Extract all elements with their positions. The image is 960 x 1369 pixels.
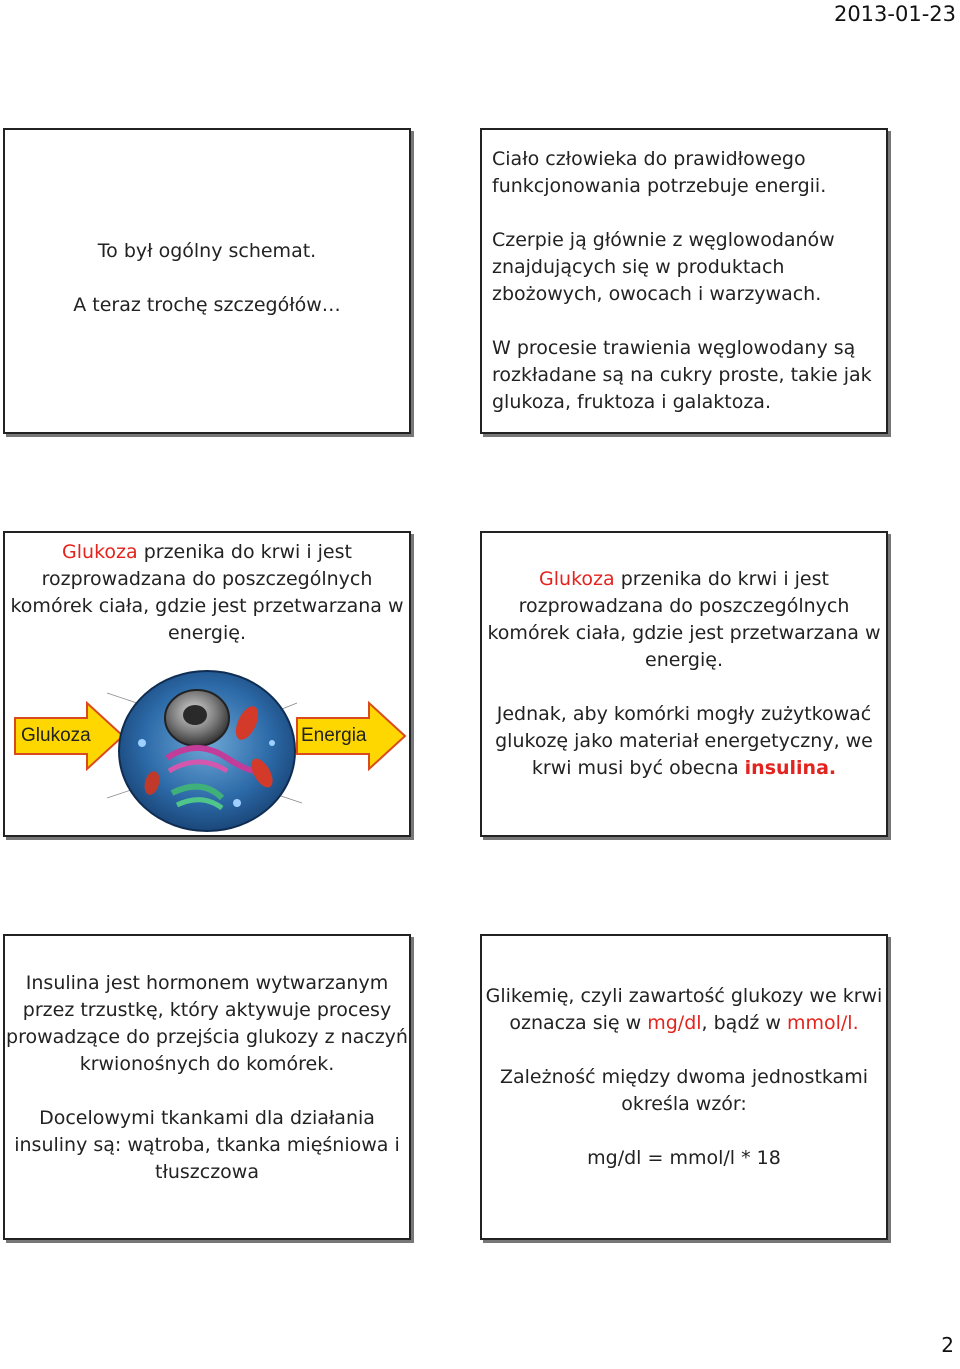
slide-4 [480,531,888,837]
arrow-label-energia: Energia [301,725,367,746]
slide-1-line-2: A teraz trochę szczegółów… [73,294,341,316]
slide-4-body: przenika do krwi i jest rozprowadzana do poszczególnych komórek ciała, gdzie jest przetwarzana w energię. [487,568,881,671]
glukoza-highlight: Glukoza [62,541,138,563]
insulina-highlight: insulina. [744,757,837,779]
header-date: 2013-01-23 [833,2,956,26]
slide-4-paragraph-2: Jednak, aby komórki mogły zużytkować glukozę jako materiał energetyczny, we krwi musi być obecna [495,703,873,779]
slide-6 [480,934,888,1240]
slide-2-paragraph-1: Ciało człowieka do prawidłowego funkcjonowania potrzebuje energii. [492,148,827,197]
glukoza-highlight: Glukoza [539,568,615,590]
arrow-label-glukoza: Glukoza [21,725,91,746]
slide-2-content [492,146,878,443]
slide-3-body: przenika do krwi i jest rozprowadzana do poszczególnych komórek ciała, gdzie jest przetwarzana w energię. [10,541,404,644]
slide-5-paragraph-2: Docelowymi tkankami dla działania insuliny są: wątroba, tkanka mięśniowa i tłuszczowa [14,1107,400,1183]
cell-illustration [97,663,317,833]
slide-6-paragraph-2: Zależność między dwoma jednostkami określa wzór: [499,1066,868,1115]
slide-2-paragraph-2: Czerpie ją głównie z węglowodanów znajdujących się w produktach zbożowych, owocach i warzywach. [492,229,835,305]
unit-mmol-l: mmol/l. [786,1012,859,1034]
slide-1-content [5,238,409,346]
slide-2-paragraph-3: W procesie trawienia węglowodany są rozkładane są na cukry proste, takie jak glukoza, fruktoza i galaktoza. [492,337,872,413]
slide-1 [3,128,411,434]
slide-3 [3,531,411,837]
slide-6-content [482,983,886,1199]
slide-5-paragraph-1: Insulina jest hormonem wytwarzanym przez trzustkę, który aktywuje procesy prowadzące do przejścia glukozy z naczyń krwionośnych do komórek. [6,972,408,1075]
slide-6-formula: mg/dl = mmol/l * 18 [587,1147,781,1169]
slide-6-text-a: Glikemię, czyli zawartość glukozy we krwi oznacza się w [485,985,883,1034]
page-number: 2 [941,1333,954,1357]
unit-mg-dl: mg/dl [647,1012,702,1034]
slide-3-text [5,539,409,647]
slide-5-content [5,970,409,1213]
slide-2 [480,128,888,434]
slide-5 [3,934,411,1240]
slide-6-text-b: , bądź w [701,1012,787,1034]
slide-1-line-1: To był ogólny schemat. [97,240,317,262]
slide-4-content [482,566,886,809]
